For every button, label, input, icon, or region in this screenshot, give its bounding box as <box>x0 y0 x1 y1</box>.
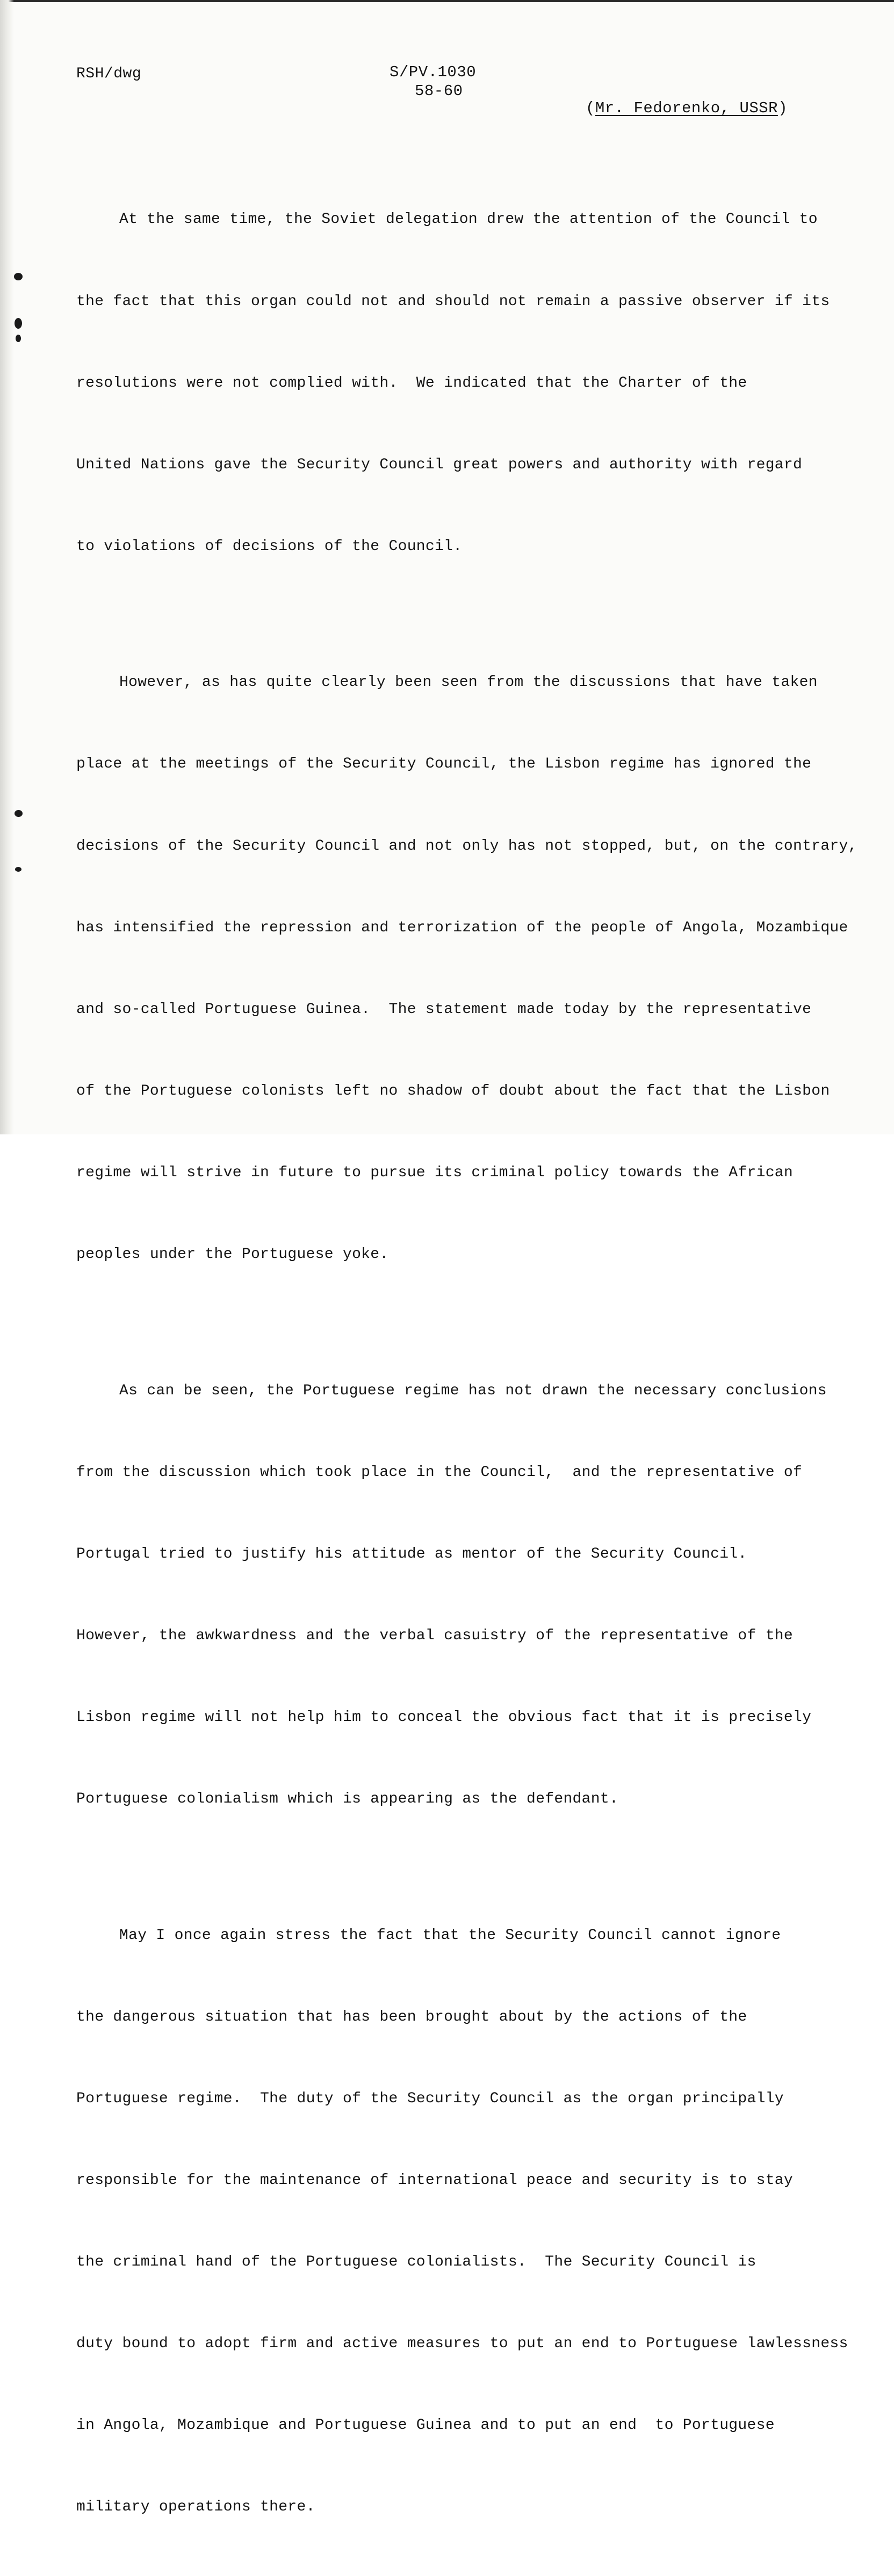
text-line: Lisbon regime will not help him to conceal the obvious fact that it is precisely <box>76 1709 812 1726</box>
paragraph-3 <box>76 1323 839 1868</box>
text-line: has intensified the repression and terrorization of the people of Angola, Mozambique <box>76 919 848 936</box>
reference-initials: RSH/dwg <box>76 66 142 82</box>
speaker-attribution <box>586 99 788 117</box>
text-line: Portuguese colonialism which is appearing as the defendant. <box>76 1791 619 1808</box>
scan-left-margin-shadow <box>0 0 14 1134</box>
text-line: place at the meetings of the Security Council, the Lisbon regime has ignored the <box>76 756 812 773</box>
text-line: from the discussion which took place in the Council, and the representative of <box>76 1464 803 1481</box>
document-symbol: S/PV.1030 <box>390 63 477 81</box>
text-line: Portuguese regime. The duty of the Security Council as the organ principally <box>76 2090 784 2107</box>
text-line: However, as has quite clearly been seen from the discussions that have taken <box>119 674 818 691</box>
scan-mark-3 <box>16 335 21 342</box>
scan-mark-5 <box>15 867 21 872</box>
text-line: military operations there. <box>76 2499 315 2516</box>
text-line: the criminal hand of the Portuguese colonialists. The Security Council is <box>76 2254 756 2271</box>
text-line: and so-called Portuguese Guinea. The statement made today by the representative <box>76 1001 812 1018</box>
text-line: At the same time, the Soviet delegation drew the attention of the Council to <box>119 211 818 228</box>
text-line: of the Portuguese colonists left no shadow of doubt about the fact that the Lisbon <box>76 1082 830 1099</box>
text-line: regime will strive in future to pursue its criminal policy towards the African <box>76 1164 794 1182</box>
statement-body <box>76 152 857 2576</box>
text-line: United Nations gave the Security Council great powers and authority with regard <box>76 456 803 473</box>
text-line: However, the awkwardness and the verbal casuistry of the representative of the <box>76 1627 794 1644</box>
text-line: responsible for the maintenance of international peace and security is to stay <box>76 2172 794 2189</box>
text-line: the fact that this organ could not and should not remain a passive observer if its <box>76 293 830 310</box>
text-line: As can be seen, the Portuguese regime has not drawn the necessary conclusions <box>119 1382 827 1399</box>
paragraph-4 <box>76 1868 848 2575</box>
paragraph-1 <box>76 152 839 615</box>
paragraph-2 <box>76 615 857 1323</box>
text-line: in Angola, Mozambique and Portuguese Guinea and to put an end to Portuguese <box>76 2417 775 2434</box>
scan-mark-2 <box>15 318 22 329</box>
speaker-paren-open: ( <box>586 99 595 117</box>
text-line: decisions of the Security Council and not only has not stopped, but, on the contrary, <box>76 837 857 855</box>
text-line: Portugal tried to justify his attitude as mentor of the Security Council. <box>76 1545 747 1562</box>
text-line: peoples under the Portuguese yoke. <box>76 1246 389 1263</box>
scan-mark-4 <box>15 810 23 817</box>
text-line: the dangerous situation that has been brought about by the actions of the <box>76 2008 747 2025</box>
scan-top-border <box>0 0 894 2</box>
text-line: to violations of decisions of the Council. <box>76 538 463 555</box>
text-line: duty bound to adopt firm and active measures to put an end to Portuguese lawlessness <box>76 2335 848 2353</box>
speaker-name: Mr. Fedorenko, USSR <box>595 99 778 117</box>
text-line: resolutions were not complied with. We indicated that the Charter of the <box>76 374 747 392</box>
speaker-paren-close: ) <box>778 99 788 117</box>
scan-mark-1 <box>14 273 23 280</box>
page-range: 58-60 <box>415 82 463 100</box>
text-line: May I once again stress the fact that the Security Council cannot ignore <box>119 1927 781 1944</box>
